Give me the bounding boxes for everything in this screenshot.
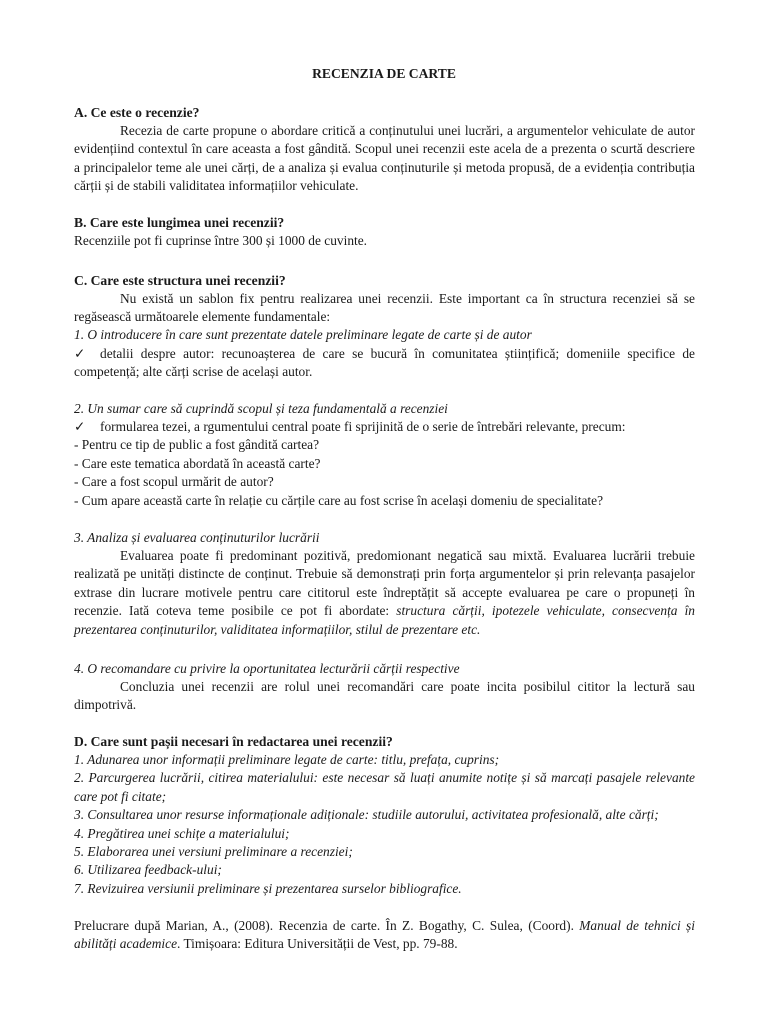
section-a-heading: A. Ce este o recenzie? bbox=[74, 105, 200, 120]
step-item: 6. Utilizarea feedback-ului; bbox=[74, 862, 222, 878]
source-citation bbox=[74, 917, 695, 954]
section-b-heading: B. Care este lungimea unei recenzii? bbox=[74, 215, 285, 230]
structure-item-1-bullet bbox=[74, 345, 695, 382]
structure-item-4-title: 4. O recomandare cu privire la oportunitatea lecturării cărții respective bbox=[74, 661, 460, 676]
step-item: 2. Parcurgerea lucrării, citirea materialului: este necesar să luați anumite notițe și să marcați pasajele relevante care pot fi citate; bbox=[74, 770, 695, 804]
step-item: 3. Consultarea unor resurse informaționale adiționale: studiile autorului, activitatea profesională, alte cărți; bbox=[74, 807, 659, 823]
structure-item-3-topics: structura cărții, ipotezele vehiculate, consecvența în prezentarea conținuturilor, validitatea informațiilor, stilul de prezentare etc. bbox=[74, 603, 695, 637]
structure-item-3-text: Evaluarea poate fi predominant pozitivă, predomionant negatică sau mixtă. Evaluarea lucrării trebuie realizată pe unități distincte de conținut. Trebuie să demonstrați prin forța argumentelor și prin relevanța pasajelor extrase din lucrare motivele pentru care cititorul este îndreptățit să accepte evaluarea pe care o propuneți în recenzie. Iată coteva teme posibile ce pot fi abordate: bbox=[74, 548, 695, 619]
document-title: RECENZIA DE CARTE bbox=[312, 66, 456, 81]
section-a-paragraph: Recezia de carte propune o abordare critică a conținutului unei lucrări, a argumentelor vehiculate de autor evidențiind contextul în care aceasta a fost gândită. Scopul unei recenzii este acela de a prezenta o scurtă descriere a principalelor teme ale unei cărți, de a analiza și evalua conținuturile și metoda propusă, de a evidenția contribuția cărții și de stabili validitatea informațiilor vehiculate. bbox=[74, 123, 695, 194]
step-item: 1. Adunarea unor informații preliminare legate de carte: titlu, prefața, cuprins; bbox=[74, 752, 500, 767]
structure-item-2-bullet bbox=[74, 418, 695, 436]
question-item: - Pentru ce tip de public a fost gândită cartea? bbox=[74, 437, 320, 453]
citation-book-title: Manual de tehnici și abilități academice bbox=[74, 918, 695, 952]
citation-text: Prelucrare după Marian, A., (2008). Recenzia de carte. În Z. Bogathy, C. Sulea, (Coord). bbox=[74, 918, 580, 933]
structure-item-2-body bbox=[74, 418, 695, 510]
step-item: 4. Pregătirea unei schițe a materialului; bbox=[74, 825, 290, 841]
structure-item-3-title: 3. Analiza și evaluarea conținuturilor lucrării bbox=[74, 530, 320, 545]
section-b-paragraph: Recenziile pot fi cuprinse între 300 și 1000 de cuvinte. bbox=[74, 233, 368, 248]
structure-item-2-title: 2. Un sumar care să cuprindă scopul și teza fundamentală a recenziei bbox=[74, 401, 448, 416]
step-item: 5. Elaborarea unei versiuni preliminare a recenziei; bbox=[74, 844, 353, 860]
structure-item-2-bullet-text: formularea tezei, a rgumentului central poate fi sprijinită de o serie de întrebări relevante, precum: bbox=[100, 419, 626, 434]
section-c-heading: C. Care este structura unei recenzii? bbox=[74, 273, 286, 288]
section-d-heading: D. Care sunt pașii necesari în redactarea unei recenzii? bbox=[74, 734, 393, 749]
steps-list bbox=[74, 751, 695, 898]
citation-publisher: . Timișoara: Editura Universității de Vest, pp. 79-88. bbox=[177, 936, 458, 952]
structure-item-1-title: 1. O introducere în care sunt prezentate datele preliminare legate de carte și de autor bbox=[74, 327, 532, 342]
structure-item-3-paragraph bbox=[74, 547, 695, 639]
check-icon: ✓ bbox=[74, 346, 86, 361]
question-item: - Care a fost scopul urmărit de autor? bbox=[74, 474, 274, 490]
question-item: - Cum apare această carte în relație cu cărțile care au fost scrise în același domeniu de specialitate? bbox=[74, 492, 604, 508]
step-item: 7. Revizuirea versiunii preliminare și prezentarea surselor bibliografice. bbox=[74, 880, 462, 896]
section-c-intro: Nu există un sablon fix pentru realizarea unei recenzii. Este important ca în structura recenziei să se regăsească următoarele elemente fundamentale: bbox=[74, 291, 695, 325]
check-icon: ✓ bbox=[74, 419, 86, 434]
structure-item-1-bullet-text: detalii despre autor: recunoașterea de care se bucură în comunitatea științifică; domeniile specifice de competență; alte cărți scrise de același autor. bbox=[74, 346, 695, 380]
structure-item-4-paragraph: Concluzia unei recenzii are rolul unei recomandări care poate incita posibilul cititor la lectură sau dimpotrivă. bbox=[74, 679, 695, 713]
question-item: - Care este tematica abordată în această carte? bbox=[74, 455, 321, 471]
